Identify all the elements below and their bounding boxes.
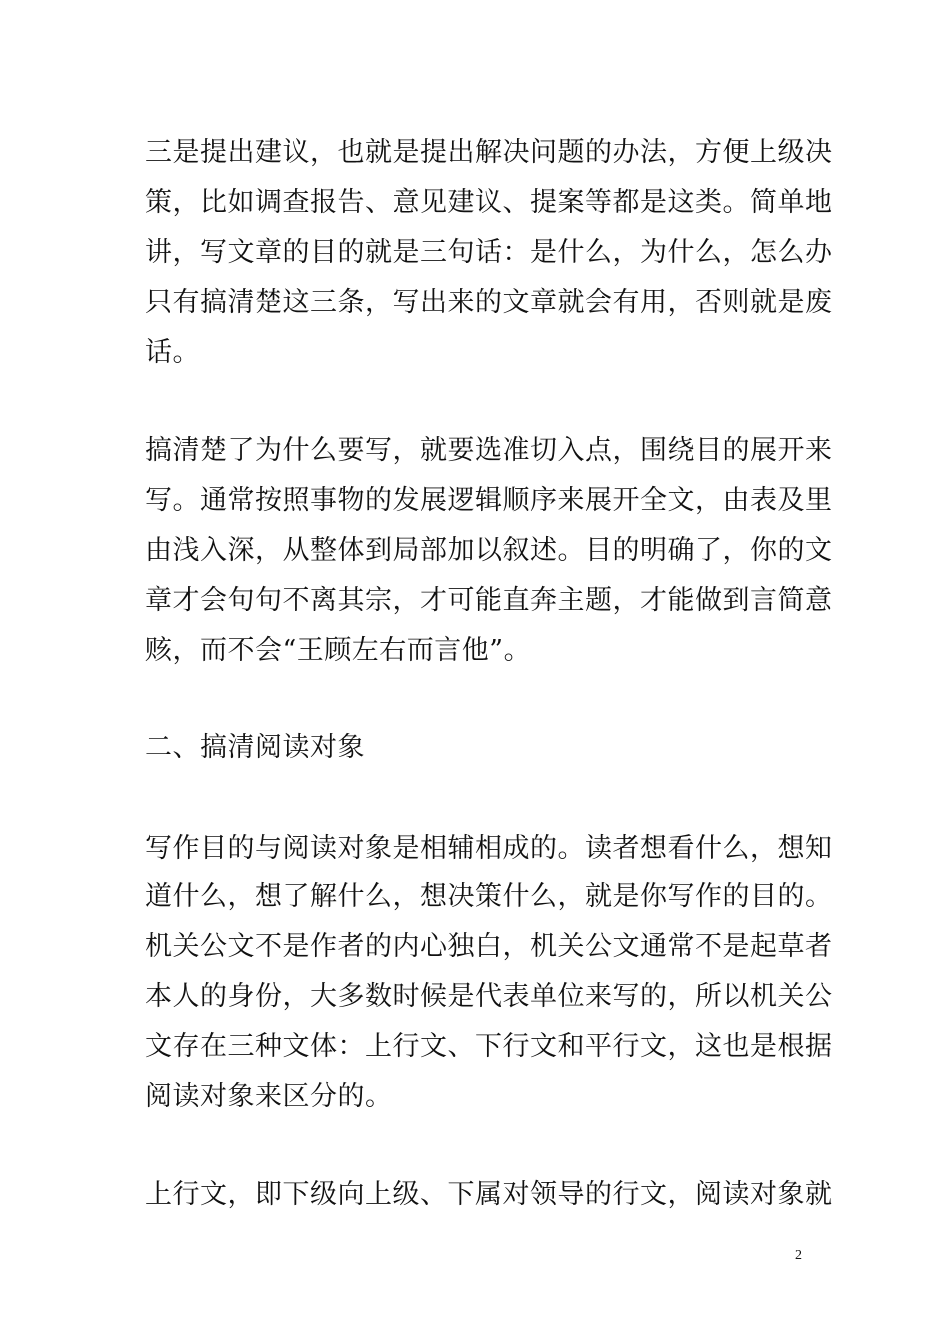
text-line: 只有搞清楚这三条，写出来的文章就会有用，否则就是废 — [145, 287, 833, 318]
text-line: 由浅入深，从整体到局部加以叙述。目的明确了，你的文 — [145, 535, 833, 566]
text-line: 写。通常按照事物的发展逻辑顺序来展开全文，由表及里 — [145, 485, 833, 516]
text-line: 赅，而不会“王顾左右而言他”。 — [145, 635, 532, 666]
text-line: 本人的身份，大多数时候是代表单位来写的，所以机关公 — [145, 981, 833, 1012]
text-line: 文存在三种文体：上行文、下行文和平行文，这也是根据 — [145, 1031, 833, 1062]
text-line: 机关公文不是作者的内心独白，机关公文通常不是起草者 — [145, 931, 833, 962]
text-line: 搞清楚了为什么要写，就要选准切入点，围绕目的展开来 — [145, 435, 833, 466]
text-line: 三是提出建议，也就是提出解决问题的办法，方便上级决 — [145, 137, 833, 168]
text-line: 讲，写文章的目的就是三句话：是什么，为什么，怎么办 — [145, 237, 833, 268]
section-heading: 二、搞清阅读对象 — [145, 732, 365, 763]
text-line: 道什么，想了解什么，想决策什么，就是你写作的目的。 — [145, 881, 833, 912]
text-line: 话。 — [145, 337, 200, 368]
text-line: 阅读对象来区分的。 — [145, 1081, 393, 1112]
page-number: 2 — [795, 1248, 802, 1263]
text-line: 上行文，即下级向上级、下属对领导的行文，阅读对象就 — [145, 1179, 833, 1210]
text-line: 策，比如调查报告、意见建议、提案等都是这类。简单地 — [145, 187, 833, 218]
text-line: 写作目的与阅读对象是相辅相成的。读者想看什么，想知 — [145, 833, 833, 864]
text-line: 章才会句句不离其宗，才可能直奔主题，才能做到言简意 — [145, 585, 833, 616]
